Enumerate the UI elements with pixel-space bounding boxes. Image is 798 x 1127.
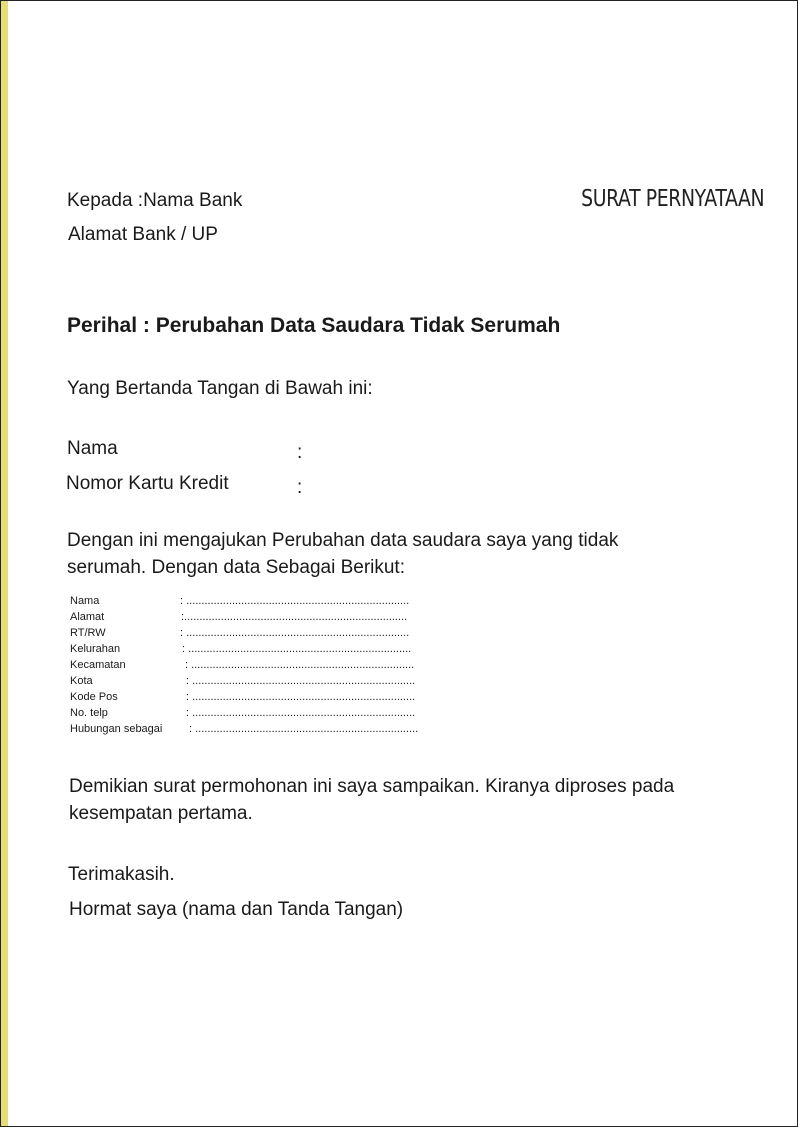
detail-label: Nama xyxy=(70,595,100,607)
thanks-text: Terimakasih. xyxy=(68,864,175,885)
signer-name-colon: : xyxy=(297,442,303,463)
subject-line: Perihal : Perubahan Data Saudara Tidak Serumah xyxy=(67,314,561,337)
request-line-2: serumah. Dengan data Sebagai Berikut: xyxy=(67,557,405,578)
detail-label: RT/RW xyxy=(70,627,106,639)
detail-value: : ......................................................................... xyxy=(185,659,415,671)
recipient-name: Kepada :Nama Bank xyxy=(67,190,243,211)
detail-label: Kelurahan xyxy=(70,643,121,655)
detail-value: : ......................................................................... xyxy=(189,723,419,735)
signer-card-colon: : xyxy=(297,477,303,498)
detail-label: Kecamatan xyxy=(70,659,126,671)
details-list xyxy=(70,595,470,745)
detail-label: Alamat xyxy=(70,611,105,623)
detail-value: : ......................................................................... xyxy=(186,675,416,687)
detail-value: : ......................................................................... xyxy=(180,595,410,607)
document-title: SURAT PERNYATAAN xyxy=(580,186,764,212)
closing-line-2: kesempatan pertama. xyxy=(69,803,253,824)
detail-label: Hubungan sebagai xyxy=(70,723,163,735)
signer-card-label: Nomor Kartu Kredit xyxy=(66,473,229,494)
detail-label: Kode Pos xyxy=(70,691,118,703)
detail-value: :......................................................................... xyxy=(181,611,408,623)
detail-label: No. telp xyxy=(70,707,108,719)
request-paragraph xyxy=(67,527,767,581)
recipient-address: Alamat Bank / UP xyxy=(68,224,218,245)
signature-line: Hormat saya (nama dan Tanda Tangan) xyxy=(69,899,404,920)
accent-bar xyxy=(1,1,8,1126)
intro-text: Yang Bertanda Tangan di Bawah ini: xyxy=(67,378,373,399)
closing-paragraph xyxy=(69,773,779,827)
detail-value: : ......................................................................... xyxy=(182,643,412,655)
detail-label: Kota xyxy=(70,675,93,687)
detail-value: : ......................................................................... xyxy=(186,707,416,719)
signer-name-label: Nama xyxy=(67,438,118,459)
detail-value: : ......................................................................... xyxy=(180,627,410,639)
request-line-1: Dengan ini mengajukan Perubahan data saudara saya yang tidak xyxy=(67,530,619,551)
closing-line-1: Demikian surat permohonan ini saya sampaikan. Kiranya diproses pada xyxy=(69,776,675,797)
detail-value: : ......................................................................... xyxy=(186,691,416,703)
